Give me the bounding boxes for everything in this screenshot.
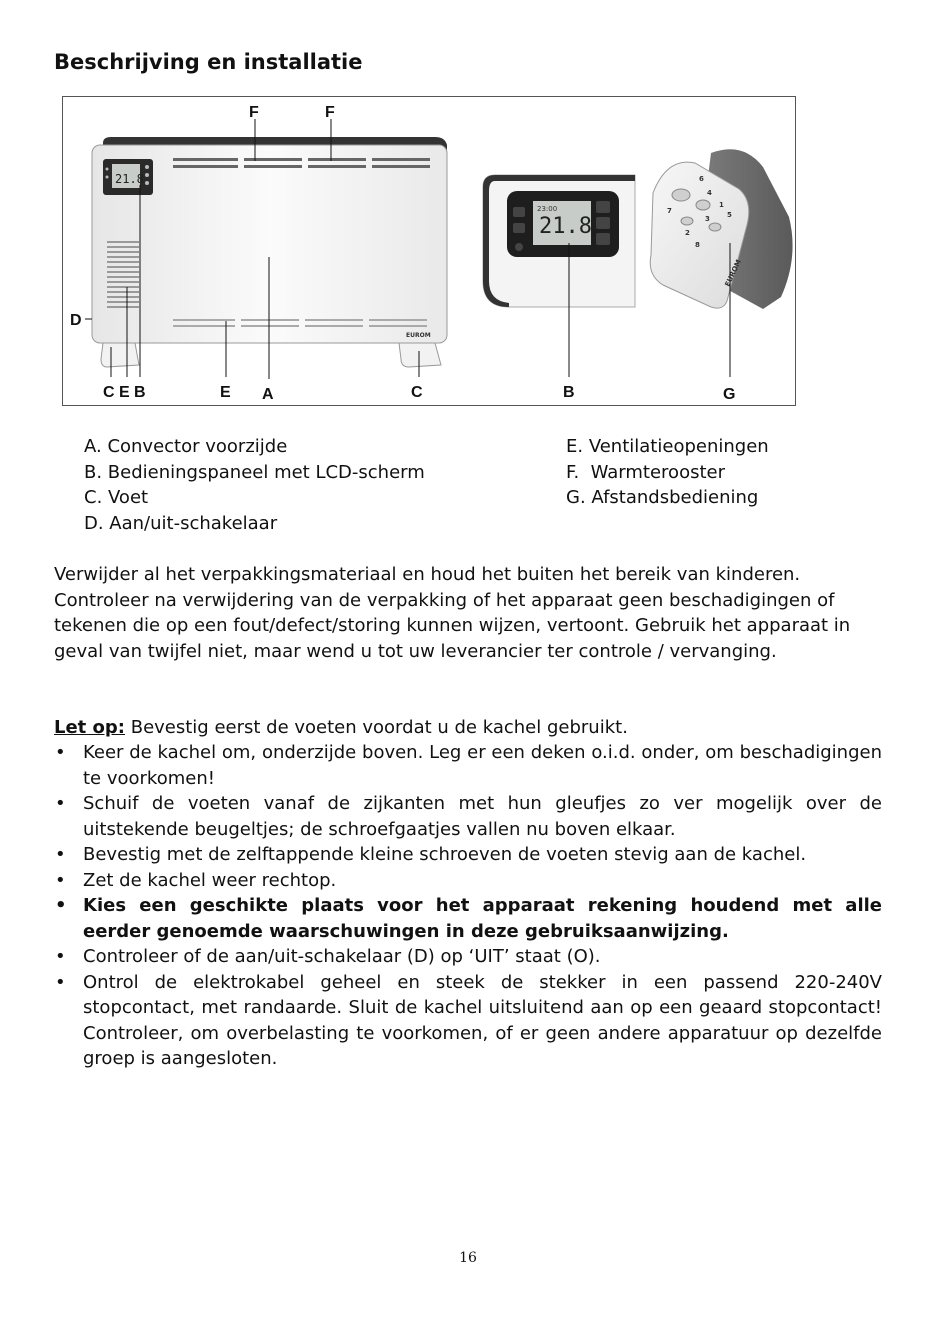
remote-number: 6 (699, 175, 704, 183)
callout-d: D (70, 312, 82, 329)
note-text: Bevestig eerst de voeten voordat u de kachel gebruikt. (125, 717, 628, 738)
remote-brand-logo: EUROM (723, 258, 743, 288)
list-item: • Controleer of de aan/uit-schakelaar (D) op ‘UIT’ staat (O). (54, 944, 882, 970)
installation-steps (54, 740, 882, 1072)
legend-item: F. Warmterooster (566, 461, 725, 483)
remote-number: 5 (727, 211, 732, 219)
list-item: • Ontrol de elektrokabel geheel en steek de stekker in een passend 220-240V stopcontact, met randaarde. Sluit de kachel uitsluitend aan op een geaard stopcontact! Controleer, om overbelasting te voorkomen, of er geen andere apparatuur op dezelfde groep is aangesloten. (54, 970, 882, 1072)
list-item: • Bevestig met de zelftappende kleine schroeven de voeten stevig aan de kachel. (54, 842, 882, 868)
callout-b: B (563, 384, 575, 401)
legend-item: E. Ventilatieopeningen (566, 436, 769, 457)
callout-f: F (325, 104, 335, 121)
control-panel-closeup (483, 175, 635, 307)
remote-number: 8 (695, 241, 700, 249)
legend-item: C. Voet (84, 487, 149, 508)
svg-text:21.8: 21.8 (539, 214, 592, 239)
legend-item: G. Afstandsbediening (566, 487, 759, 508)
note-line (54, 715, 628, 741)
legend-item: B. Bedieningspaneel met LCD-scherm (84, 461, 425, 483)
list-item-warning: • Kies een geschikte plaats voor het apparaat rekening houdend met alle eerder genoemde waarschuwingen in deze gebruiksaanwijzing. (54, 893, 882, 944)
remote-number: 4 (707, 189, 712, 197)
legend-item: D. Aan/uit-schakelaar (84, 512, 278, 534)
legend-right (566, 434, 769, 511)
callout-c: C (411, 384, 423, 401)
callout-c: C (103, 384, 115, 401)
heater-illustration (63, 97, 797, 407)
callout-f: F (249, 104, 259, 121)
page-number: 16 (459, 1250, 477, 1266)
remote-number: 7 (667, 207, 672, 215)
remote-number: 2 (685, 229, 690, 237)
svg-text:21.8: 21.8 (115, 172, 144, 186)
callout-g: G (723, 386, 736, 403)
callout-b: B (134, 384, 146, 401)
legend-item: A. Convector voorzijde (84, 436, 288, 457)
intro-paragraph: Verwijder al het verpakkingsmateriaal en houd het buiten het bereik van kinderen. Controleer na verwijdering van de verpakking of het apparaat geen beschadigingen of tekenen die op een fout/defect/storing kunnen wijzen, vertoont. Gebruik het apparaat in geval van twijfel niet, maar wend u tot uw leverancier ter controle / vervanging. (54, 564, 851, 662)
remote-number: 3 (705, 215, 710, 223)
remote-number: 1 (719, 201, 724, 209)
remote-control-illustration (650, 149, 792, 309)
callout-e: E (119, 384, 130, 401)
page-title: Beschrijving en installatie (54, 50, 363, 74)
note-label: Let op: (54, 717, 125, 738)
list-item: • Schuif de voeten vanaf de zijkanten met hun gleufjes zo ver mogelijk over de uitstekende beugeltjes; de schroefgaatjes vallen nu boven elkaar. (54, 791, 882, 842)
callout-e: E (220, 384, 231, 401)
legend-left (84, 434, 425, 536)
svg-text:23:00: 23:00 (537, 205, 558, 213)
list-item: • Zet de kachel weer rechtop. (54, 868, 882, 894)
list-item: • Keer de kachel om, onderzijde boven. Leg er een deken o.i.d. onder, om beschadigingen te voorkomen! (54, 740, 882, 791)
product-figure (62, 96, 796, 406)
callout-a: A (262, 386, 274, 403)
heater-brand-logo: EUROM (406, 332, 431, 339)
